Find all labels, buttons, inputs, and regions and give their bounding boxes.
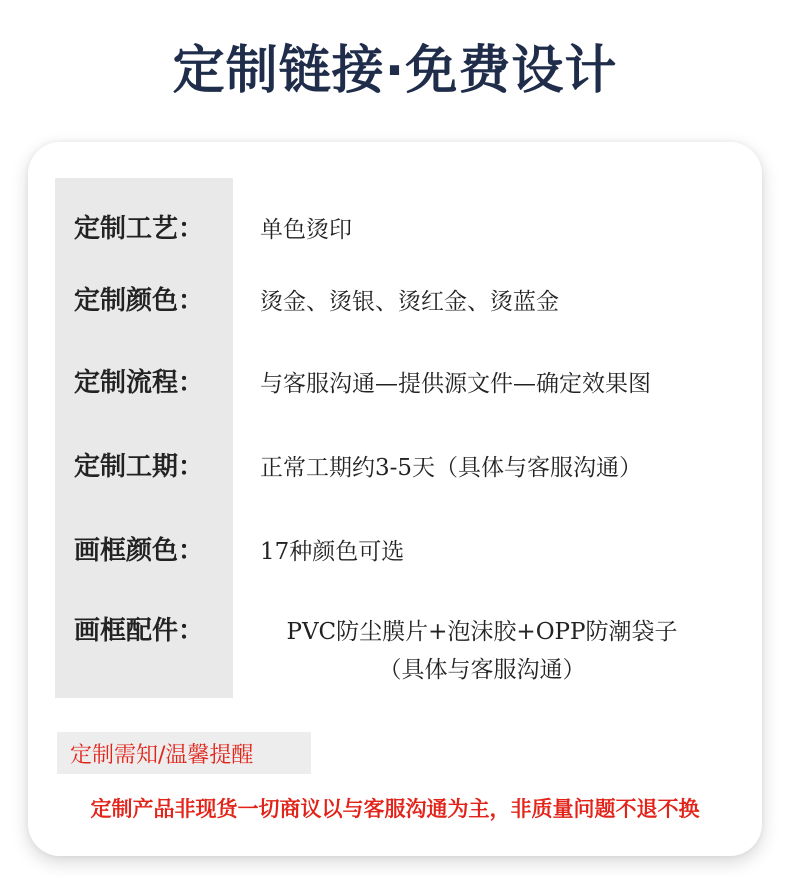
row-value-craft: 单色烫印 [260, 217, 352, 243]
row-value-process: 与客服沟通—提供源文件—确定效果图 [260, 371, 651, 397]
page-title: 定制链接·免费设计 [172, 41, 618, 101]
row-label-craft: 定制工艺： [74, 214, 205, 244]
row-value-color: 烫金、烫银、烫红金、烫蓝金 [260, 289, 559, 315]
row-value-frame-color: 17种颜色可选 [260, 539, 405, 565]
row-label-frame-color: 画框颜色： [74, 536, 205, 566]
row-label-duration: 定制工期： [74, 452, 205, 482]
row-value-duration: 正常工期约3-5天（具体与客服沟通） [260, 455, 643, 481]
row-label-accessories: 画框配件： [74, 616, 205, 646]
notice-text: 定制产品非现货一切商议以与客服沟通为主，非质量问题不退不换 [90, 796, 700, 821]
notice-title: 定制需知/温馨提醒 [70, 743, 254, 768]
row-value-accessories: PVC防尘膜片+泡沫胶+OPP防潮袋子 [286, 619, 678, 645]
row-value-accessories-note: （具体与客服沟通） [378, 657, 586, 683]
row-label-color: 定制颜色： [74, 286, 205, 316]
row-label-process: 定制流程： [74, 368, 205, 398]
